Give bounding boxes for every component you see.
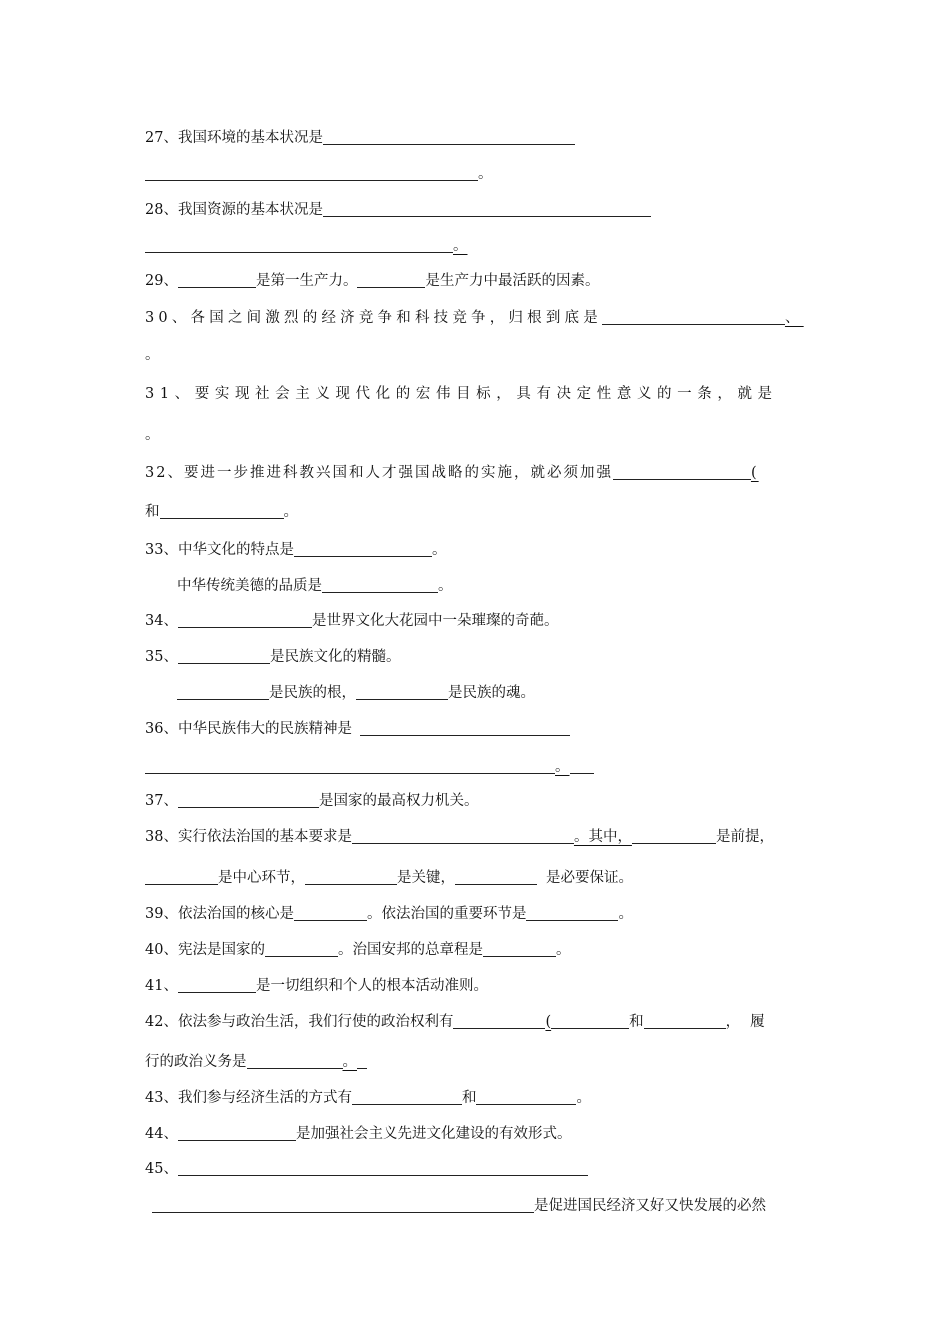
answer-blank[interactable] bbox=[178, 1160, 588, 1176]
question-34: 34、 是世界文化大花园中一朵璀璨的奇葩。 bbox=[145, 613, 559, 629]
answer-blank[interactable] bbox=[178, 612, 312, 628]
question-38: 38、实行依法治国的基本要求是 。其中， 是前提， bbox=[145, 829, 774, 845]
answer-blank[interactable] bbox=[526, 905, 618, 921]
question-text: 27、我国环境的基本状况是 bbox=[145, 130, 323, 146]
question-40: 40、宪法是国家的 。治国安邦的总章程是 。 bbox=[145, 942, 571, 958]
answer-blank[interactable] bbox=[323, 129, 575, 145]
answer-blank[interactable] bbox=[352, 1089, 462, 1105]
question-30-continued: 。 bbox=[145, 347, 160, 363]
question-27-continued: 。 bbox=[145, 164, 493, 184]
answer-blank[interactable] bbox=[145, 758, 555, 774]
question-41: 41、 是一切组织和个人的根本活动准则。 bbox=[145, 978, 488, 994]
answer-blank[interactable] bbox=[322, 577, 438, 593]
answer-blank[interactable] bbox=[265, 941, 338, 957]
answer-blank[interactable] bbox=[455, 869, 537, 885]
answer-blank[interactable] bbox=[305, 869, 397, 885]
question-text: 33、中华文化的特点是 bbox=[145, 542, 294, 558]
answer-blank[interactable] bbox=[178, 977, 256, 993]
question-33: 33、中华文化的特点是 。 bbox=[145, 542, 447, 558]
question-28 bbox=[145, 200, 651, 220]
question-text: 42、依法参与政治生活，我们行使的政治权利有 bbox=[145, 1014, 454, 1030]
answer-blank[interactable] bbox=[644, 1013, 726, 1029]
question-39: 39、依法治国的核心是 。依法治国的重要环节是 。 bbox=[145, 906, 633, 922]
answer-blank[interactable] bbox=[145, 165, 478, 181]
answer-blank[interactable] bbox=[602, 309, 785, 325]
answer-blank[interactable] bbox=[247, 1053, 343, 1069]
question-27 bbox=[145, 128, 575, 148]
answer-blank[interactable] bbox=[356, 684, 448, 700]
question-32: 32、要进一步推进科教兴国和人才强国战略的实施，就必须加强 ( bbox=[145, 465, 759, 481]
question-text: 32、要进一步推进科教兴国和人才强国战略的实施，就必须加强 bbox=[145, 465, 613, 481]
answer-blank[interactable] bbox=[453, 1013, 545, 1029]
question-text: 38、实行依法治国的基本要求是 bbox=[145, 829, 352, 845]
answer-blank[interactable] bbox=[352, 828, 574, 844]
question-29: 29、 是第一生产力。 是生产力中最活跃的因素。 bbox=[145, 273, 600, 289]
answer-blank[interactable] bbox=[178, 792, 319, 808]
question-42: 42、依法参与政治生活，我们行使的政治权利有 ( 和 ，履 bbox=[145, 1014, 775, 1030]
answer-blank[interactable] bbox=[483, 941, 556, 957]
answer-blank[interactable] bbox=[551, 1013, 629, 1029]
answer-blank[interactable] bbox=[178, 272, 256, 288]
question-32-continued: 和 。 bbox=[145, 504, 298, 520]
answer-blank[interactable] bbox=[145, 237, 453, 253]
question-38-continued: 是中心环节， 是关键， 是必要保证。 bbox=[145, 868, 633, 888]
question-45-continued: 是促进国民经济又好又快发展的必然 bbox=[152, 1196, 766, 1216]
question-31 bbox=[145, 384, 778, 404]
question-45: 45、 bbox=[145, 1159, 588, 1179]
question-35-continued: 是民族的根， 是民族的魂。 bbox=[177, 683, 535, 703]
answer-blank[interactable] bbox=[160, 503, 284, 519]
answer-blank[interactable] bbox=[323, 201, 651, 217]
question-36-continued: 。 bbox=[145, 757, 594, 777]
question-text: 31、要实现社会主义现代化的宏伟目标，具有决定性意义的一条，就是 bbox=[145, 386, 778, 402]
question-44: 44、 是加强社会主义先进文化建设的有效形式。 bbox=[145, 1126, 572, 1142]
answer-blank[interactable] bbox=[145, 869, 218, 885]
question-36 bbox=[145, 719, 570, 739]
answer-blank[interactable] bbox=[476, 1089, 576, 1105]
question-31-continued: 。 bbox=[145, 427, 160, 443]
answer-blank[interactable] bbox=[178, 648, 270, 664]
answer-blank[interactable] bbox=[177, 684, 269, 700]
answer-blank[interactable] bbox=[294, 541, 432, 557]
answer-blank[interactable] bbox=[294, 905, 367, 921]
answer-blank[interactable] bbox=[178, 1125, 296, 1141]
question-text: 36、中华民族伟大的民族精神是 bbox=[145, 721, 352, 737]
question-33-continued: 中华传统美德的品质是 。 bbox=[177, 578, 453, 594]
question-28-continued: 。 bbox=[145, 236, 468, 256]
answer-blank[interactable] bbox=[613, 464, 751, 480]
question-text: 30、各国之间激烈的经济竞争和科技竞争，归根到底是 bbox=[145, 310, 602, 326]
question-37: 37、 是国家的最高权力机关。 bbox=[145, 793, 479, 809]
answer-blank[interactable] bbox=[152, 1197, 534, 1213]
answer-blank[interactable] bbox=[357, 272, 425, 288]
question-text: 28、我国资源的基本状况是 bbox=[145, 202, 323, 218]
question-43: 43、我们参与经济生活的方式有 和 。 bbox=[145, 1090, 591, 1106]
question-35: 35、 是民族文化的精髓。 bbox=[145, 649, 401, 665]
question-30: 30、各国之间激烈的经济竞争和科技竞争，归根到底是 、 bbox=[145, 310, 804, 326]
answer-blank[interactable] bbox=[360, 720, 570, 736]
question-42-continued: 行的政治义务是 。 bbox=[145, 1052, 367, 1072]
answer-blank[interactable] bbox=[632, 828, 716, 844]
